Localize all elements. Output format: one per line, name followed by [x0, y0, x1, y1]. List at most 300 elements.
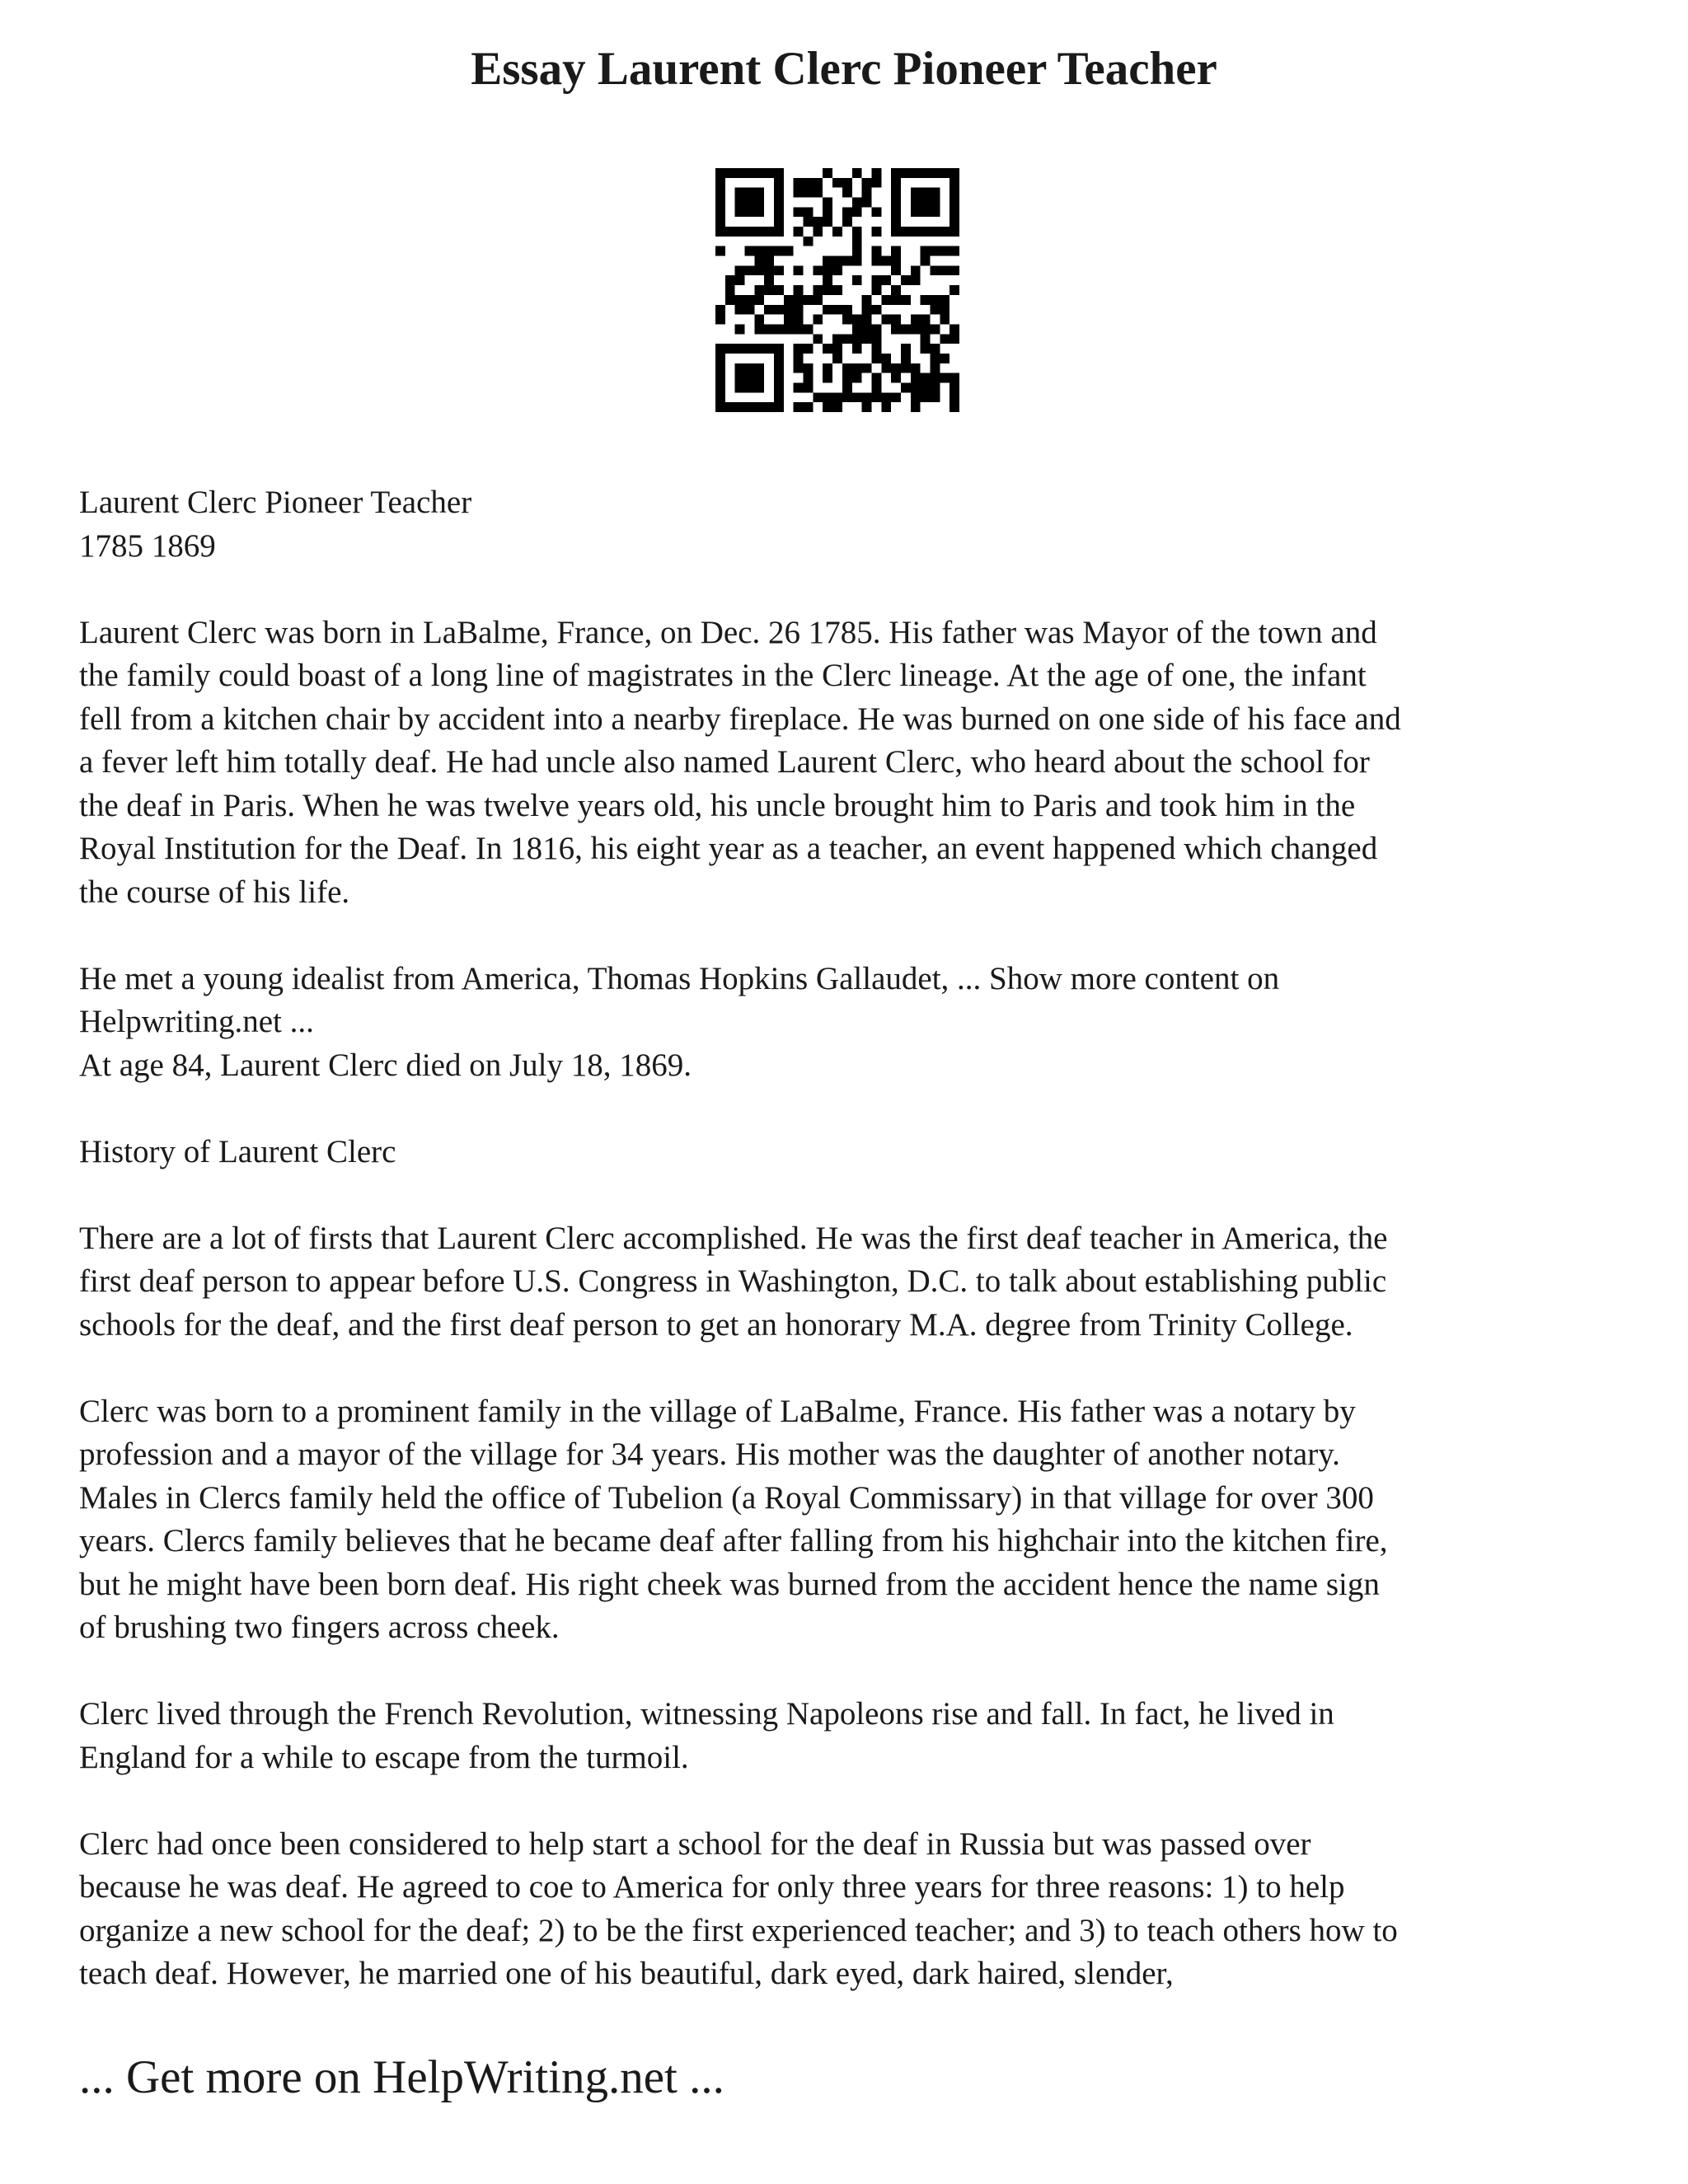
qr-module: [764, 402, 774, 412]
qr-module: [940, 265, 950, 275]
qr-module: [891, 315, 901, 325]
qr-module: [823, 168, 832, 178]
qr-module: [823, 207, 832, 217]
qr-module: [871, 334, 881, 344]
qr-module: [871, 373, 881, 383]
qr-module: [754, 265, 764, 275]
qr-module: [715, 207, 725, 217]
text-line: teach deaf. However, he married one of his beautiful, dark eyed, dark haired, slender,: [79, 1956, 1174, 1991]
text-line: History of Laurent Clerc: [79, 1133, 396, 1169]
qr-module: [921, 324, 931, 334]
header-block: [79, 481, 1645, 568]
qr-module: [950, 334, 959, 344]
qr-module: [804, 217, 814, 227]
text-line: He met a young idealist from America, Thomas Hopkins Gallaudet, ... Show more content on: [79, 960, 1280, 996]
qr-module: [842, 334, 852, 344]
text-line: but he might have been born deaf. His right cheek was burned from the accident hence the name sign: [79, 1566, 1380, 1602]
paragraph-america: [79, 1823, 1645, 1996]
paragraph-birth: [79, 612, 1645, 915]
qr-module: [832, 265, 842, 275]
qr-module: [852, 207, 862, 217]
qr-module: [891, 373, 901, 383]
qr-module: [715, 217, 725, 227]
text-line: schools for the deaf, and the first deaf person to get an honorary M.A. degree from Trinity College.: [79, 1306, 1353, 1343]
qr-module: [950, 402, 959, 412]
paragraph-gallaudet: [79, 958, 1645, 1088]
qr-module: [823, 305, 832, 315]
qr-module: [735, 363, 745, 373]
qr-module: [832, 392, 842, 402]
qr-module: [891, 178, 901, 188]
qr-module: [901, 295, 911, 305]
qr-module: [832, 402, 842, 412]
qr-module: [735, 324, 745, 334]
qr-module: [774, 207, 784, 217]
qr-module: [930, 382, 940, 392]
qr-module: [813, 285, 823, 295]
qr-module: [735, 207, 745, 217]
qr-module: [862, 402, 872, 412]
qr-module: [911, 392, 921, 402]
qr-module: [774, 344, 784, 354]
qr-module: [921, 382, 931, 392]
qr-module: [804, 402, 814, 412]
text-line: fell from a kitchen chair by accident into a nearby fireplace. He was burned on one side of his face and: [79, 701, 1401, 737]
qr-module: [735, 305, 745, 315]
qr-module: [745, 198, 755, 208]
qr-module: [764, 246, 774, 256]
qr-module: [901, 363, 911, 373]
qr-module: [891, 246, 901, 256]
qr-module: [930, 295, 940, 305]
qr-module: [891, 168, 901, 178]
qr-module: [774, 246, 784, 256]
qr-module: [735, 227, 745, 237]
qr-module: [842, 363, 852, 373]
qr-module: [813, 295, 823, 305]
qr-module: [735, 168, 745, 178]
qr-module: [774, 265, 784, 275]
qr-module: [950, 246, 959, 256]
qr-module: [921, 373, 931, 383]
qr-module: [921, 207, 931, 217]
qr-module: [715, 354, 725, 363]
qr-module: [950, 178, 959, 188]
qr-module: [921, 334, 931, 344]
text-line: the course of his life.: [79, 874, 350, 910]
qr-module: [735, 344, 745, 354]
qr-module: [852, 373, 862, 383]
qr-module: [725, 402, 735, 412]
text-line: Clerc lived through the French Revolution, witnessing Napoleons rise and fall. In fact, he lived in: [79, 1696, 1334, 1732]
qr-module: [881, 295, 891, 305]
qr-module: [921, 246, 931, 256]
text-line: Laurent Clerc was born in LaBalme, France, on Dec. 26 1785. His father was Mayor of the town and: [79, 614, 1377, 650]
qr-module: [901, 324, 911, 334]
qr-module: [804, 344, 814, 354]
qr-module: [784, 295, 794, 305]
qr-module: [921, 256, 931, 266]
qr-module: [950, 324, 959, 334]
qr-module: [891, 324, 901, 334]
qr-module: [754, 285, 764, 295]
qr-module: [862, 305, 872, 315]
qr-module: [784, 246, 794, 256]
qr-module: [764, 275, 774, 285]
text-line: Clerc was born to a prominent family in the village of LaBalme, France. His father was a notary by: [79, 1393, 1356, 1429]
qr-module: [774, 354, 784, 363]
qr-module: [891, 256, 901, 266]
qr-module: [891, 188, 901, 198]
qr-module: [823, 217, 832, 227]
qr-module: [852, 363, 862, 373]
qr-module: [794, 178, 804, 188]
qr-module: [852, 198, 862, 208]
text-line: a fever left him totally deaf. He had uncle also named Laurent Clerc, who heard about the school for: [79, 744, 1370, 780]
qr-module: [842, 207, 852, 217]
qr-module: [725, 344, 735, 354]
text-line: profession and a mayor of the village for 34 years. His mother was the daughter of another notary.: [79, 1436, 1340, 1472]
qr-module: [794, 315, 804, 325]
qr-module: [921, 188, 931, 198]
qr-module: [911, 207, 921, 217]
text-line: first deaf person to appear before U.S. Congress in Washington, D.C. to talk about establishing public: [79, 1263, 1387, 1299]
qr-module: [871, 392, 881, 402]
qr-module: [950, 217, 959, 227]
text-line: Clerc had once been considered to help start a school for the deaf in Russia but was passed over: [79, 1825, 1311, 1862]
qr-module: [754, 198, 764, 208]
text-line: the family could boast of a long line of magistrates in the Clerc lineage. At the age of one, the infant: [79, 658, 1367, 693]
qr-module: [745, 246, 755, 256]
qr-module: [940, 295, 950, 305]
qr-module: [842, 256, 852, 266]
qr-module: [754, 295, 764, 305]
qr-module: [950, 227, 959, 237]
qr-module: [901, 354, 911, 363]
qr-module: [862, 198, 872, 208]
text-line: Males in Clercs family held the office of Tubelion (a Royal Commissary) in that village for over 300: [79, 1479, 1374, 1516]
qr-module: [715, 168, 725, 178]
qr-module: [804, 363, 814, 373]
qr-module: [774, 305, 784, 315]
qr-module: [754, 315, 764, 325]
qr-module: [794, 285, 804, 295]
qr-module: [774, 188, 784, 198]
qr-module: [813, 188, 823, 198]
qr-module: [794, 363, 804, 373]
qr-module: [813, 334, 823, 344]
qr-module: [911, 402, 921, 412]
qr-module: [891, 207, 901, 217]
qr-module: [862, 295, 872, 305]
document-title: Essay Laurent Clerc Pioneer Teacher: [471, 43, 1217, 95]
qr-module: [715, 402, 725, 412]
qr-module: [862, 178, 872, 188]
qr-module: [715, 246, 725, 256]
qr-module: [754, 324, 764, 334]
qr-module: [745, 402, 755, 412]
qr-module: [852, 256, 862, 266]
qr-module: [764, 305, 774, 315]
qr-module: [794, 305, 804, 315]
qr-module: [911, 227, 921, 237]
qr-module: [852, 237, 862, 246]
qr-module: [891, 295, 901, 305]
qr-module: [921, 315, 931, 325]
qr-module: [774, 324, 784, 334]
get-more-link[interactable]: ... Get more on HelpWriting.net ...: [79, 2051, 724, 2103]
qr-module: [871, 324, 881, 334]
qr-module: [862, 363, 872, 373]
qr-module: [715, 363, 725, 373]
qr-module: [871, 305, 881, 315]
qr-module: [871, 227, 881, 237]
qr-module: [950, 382, 959, 392]
qr-module: [735, 382, 745, 392]
qr-module: [940, 354, 950, 363]
qr-module: [715, 227, 725, 237]
subtitle-line: Laurent Clerc Pioneer Teacher: [79, 485, 472, 520]
qr-module: [911, 198, 921, 208]
qr-module: [950, 265, 959, 275]
section-heading: [79, 1131, 1645, 1174]
qr-module: [774, 285, 784, 295]
qr-module: [715, 392, 725, 402]
qr-module: [754, 402, 764, 412]
qr-module: [745, 295, 755, 305]
qr-module: [911, 168, 921, 178]
qr-module: [774, 178, 784, 188]
qr-module: [940, 168, 950, 178]
paragraph-revolution: [79, 1693, 1645, 1779]
qr-module: [745, 344, 755, 354]
qr-module: [832, 354, 842, 363]
qr-module: [794, 324, 804, 334]
qr-module: [774, 402, 784, 412]
qr-module: [921, 227, 931, 237]
qr-module: [871, 168, 881, 178]
qr-module: [715, 373, 725, 383]
qr-module: [901, 168, 911, 178]
qr-module: [794, 402, 804, 412]
qr-module: [852, 246, 862, 256]
qr-module: [881, 402, 891, 412]
qr-module: [930, 344, 940, 354]
qr-module: [774, 363, 784, 373]
qr-module: [862, 392, 872, 402]
qr-module: [804, 373, 814, 383]
qr-module: [911, 363, 921, 373]
qr-module: [823, 402, 832, 412]
qr-module: [764, 324, 774, 334]
qr-module: [735, 295, 745, 305]
qr-module: [794, 354, 804, 363]
qr-module: [832, 334, 842, 344]
qr-module: [940, 315, 950, 325]
qr-module: [804, 382, 814, 392]
qr-module: [754, 246, 764, 256]
qr-module: [794, 265, 804, 275]
qr-module: [871, 246, 881, 256]
qr-module: [823, 198, 832, 208]
qr-module: [794, 227, 804, 237]
qr-module: [735, 275, 745, 285]
qr-module: [871, 178, 881, 188]
qr-module: [784, 324, 794, 334]
text-line: At age 84, Laurent Clerc died on July 18, 1869.: [79, 1047, 692, 1083]
qr-module: [901, 382, 911, 392]
qr-module: [950, 392, 959, 402]
qr-module: [852, 324, 862, 334]
qr-module: [871, 256, 881, 266]
qr-module: [911, 265, 921, 275]
qr-module: [774, 373, 784, 383]
qr-module: [940, 373, 950, 383]
qr-module: [842, 382, 852, 392]
qr-module: [764, 285, 774, 295]
qr-module: [735, 188, 745, 198]
paragraph-family: [79, 1390, 1645, 1650]
qr-module: [774, 382, 784, 392]
qr-module: [823, 265, 832, 275]
qr-module: [930, 392, 940, 402]
qr-module: [930, 227, 940, 237]
qr-module: [881, 275, 891, 285]
qr-module: [754, 256, 764, 266]
qr-module: [842, 188, 852, 198]
qr-module: [774, 198, 784, 208]
qr-module: [911, 324, 921, 334]
qr-module: [930, 324, 940, 334]
qr-module: [735, 373, 745, 383]
qr-module: [901, 227, 911, 237]
qr-module: [842, 373, 852, 383]
qr-module: [715, 198, 725, 208]
qr-module: [715, 315, 725, 325]
qr-module: [745, 382, 755, 392]
text-line: years. Clercs family believes that he became deaf after falling from his highchair into the kitchen fire,: [79, 1523, 1388, 1558]
qr-module: [745, 265, 755, 275]
qr-module: [871, 344, 881, 354]
qr-module: [950, 373, 959, 383]
qr-module: [842, 392, 852, 402]
qr-module: [784, 305, 794, 315]
qr-module: [794, 207, 804, 217]
qr-module: [852, 168, 862, 178]
qr-module: [852, 344, 862, 354]
qr-module: [745, 188, 755, 198]
qr-module: [852, 315, 862, 325]
qr-module: [842, 217, 852, 227]
qr-module: [804, 237, 814, 246]
qr-module: [950, 207, 959, 217]
qr-module: [832, 227, 842, 237]
qr-module: [735, 198, 745, 208]
text-line: of brushing two fingers across cheek.: [79, 1610, 560, 1645]
qr-module: [823, 373, 832, 383]
qr-module: [745, 168, 755, 178]
qr-module: [794, 344, 804, 354]
qr-module: [930, 207, 940, 217]
qr-module: [725, 295, 735, 305]
qr-module: [881, 256, 891, 266]
qr-module: [764, 265, 774, 275]
qr-module: [813, 265, 823, 275]
qr-module: [871, 275, 881, 285]
qr-module: [823, 256, 832, 266]
qr-module: [911, 275, 921, 285]
paragraph-firsts: [79, 1217, 1645, 1347]
qr-module: [891, 392, 901, 402]
qr-module: [804, 188, 814, 198]
text-line: England for a while to escape from the turmoil.: [79, 1739, 689, 1775]
text-line: Helpwriting.net ...: [79, 1004, 314, 1039]
qr-module: [911, 315, 921, 325]
qr-module: [754, 168, 764, 178]
qr-module: [930, 354, 940, 363]
qr-module: [901, 344, 911, 354]
qr-module: [921, 295, 931, 305]
qr-module: [930, 265, 940, 275]
years-line: 1785 1869: [79, 527, 216, 564]
qr-module: [950, 188, 959, 198]
qr-module: [745, 363, 755, 373]
qr-module: [832, 178, 842, 188]
qr-module: [774, 217, 784, 227]
qr-module: [832, 344, 842, 354]
qr-module: [823, 285, 832, 295]
text-line: Royal Institution for the Deaf. In 1816, his eight year as a teacher, an event happened which changed: [79, 831, 1378, 866]
qr-module: [804, 324, 814, 334]
qr-module: [715, 178, 725, 188]
qr-module: [754, 382, 764, 392]
qr-module: [764, 168, 774, 178]
qr-module: [754, 344, 764, 354]
qr-code-graphic: [715, 168, 959, 412]
qr-module: [735, 265, 745, 275]
qr-module: [891, 363, 901, 373]
qr-module: [764, 227, 774, 237]
qr-module: [940, 246, 950, 256]
qr-module: [950, 285, 959, 295]
qr-module: [754, 227, 764, 237]
qr-module: [813, 178, 823, 188]
qr-module: [921, 168, 931, 178]
qr-module: [715, 382, 725, 392]
qr-module: [940, 305, 950, 315]
qr-module: [745, 373, 755, 383]
qr-module: [881, 315, 891, 325]
qr-module: [754, 188, 764, 198]
qr-module: [891, 285, 901, 295]
qr-module: [725, 275, 735, 285]
qr-module: [862, 315, 872, 325]
text-line: because he was deaf. He agreed to coe to America for only three years for three reasons: 1) to help: [79, 1869, 1345, 1905]
qr-module: [715, 305, 725, 315]
qr-module: [950, 198, 959, 208]
qr-module: [842, 315, 852, 325]
text-line: the deaf in Paris. When he was twelve years old, his uncle brought him to Paris and took him in the: [79, 787, 1356, 823]
essay-body: [79, 481, 1645, 1996]
qr-module: [774, 168, 784, 178]
qr-module: [930, 246, 940, 256]
qr-module: [940, 334, 950, 344]
qr-module: [871, 285, 881, 295]
qr-module: [842, 178, 852, 188]
qr-module: [754, 363, 764, 373]
qr-module: [881, 363, 891, 373]
qr-module: [813, 227, 823, 237]
